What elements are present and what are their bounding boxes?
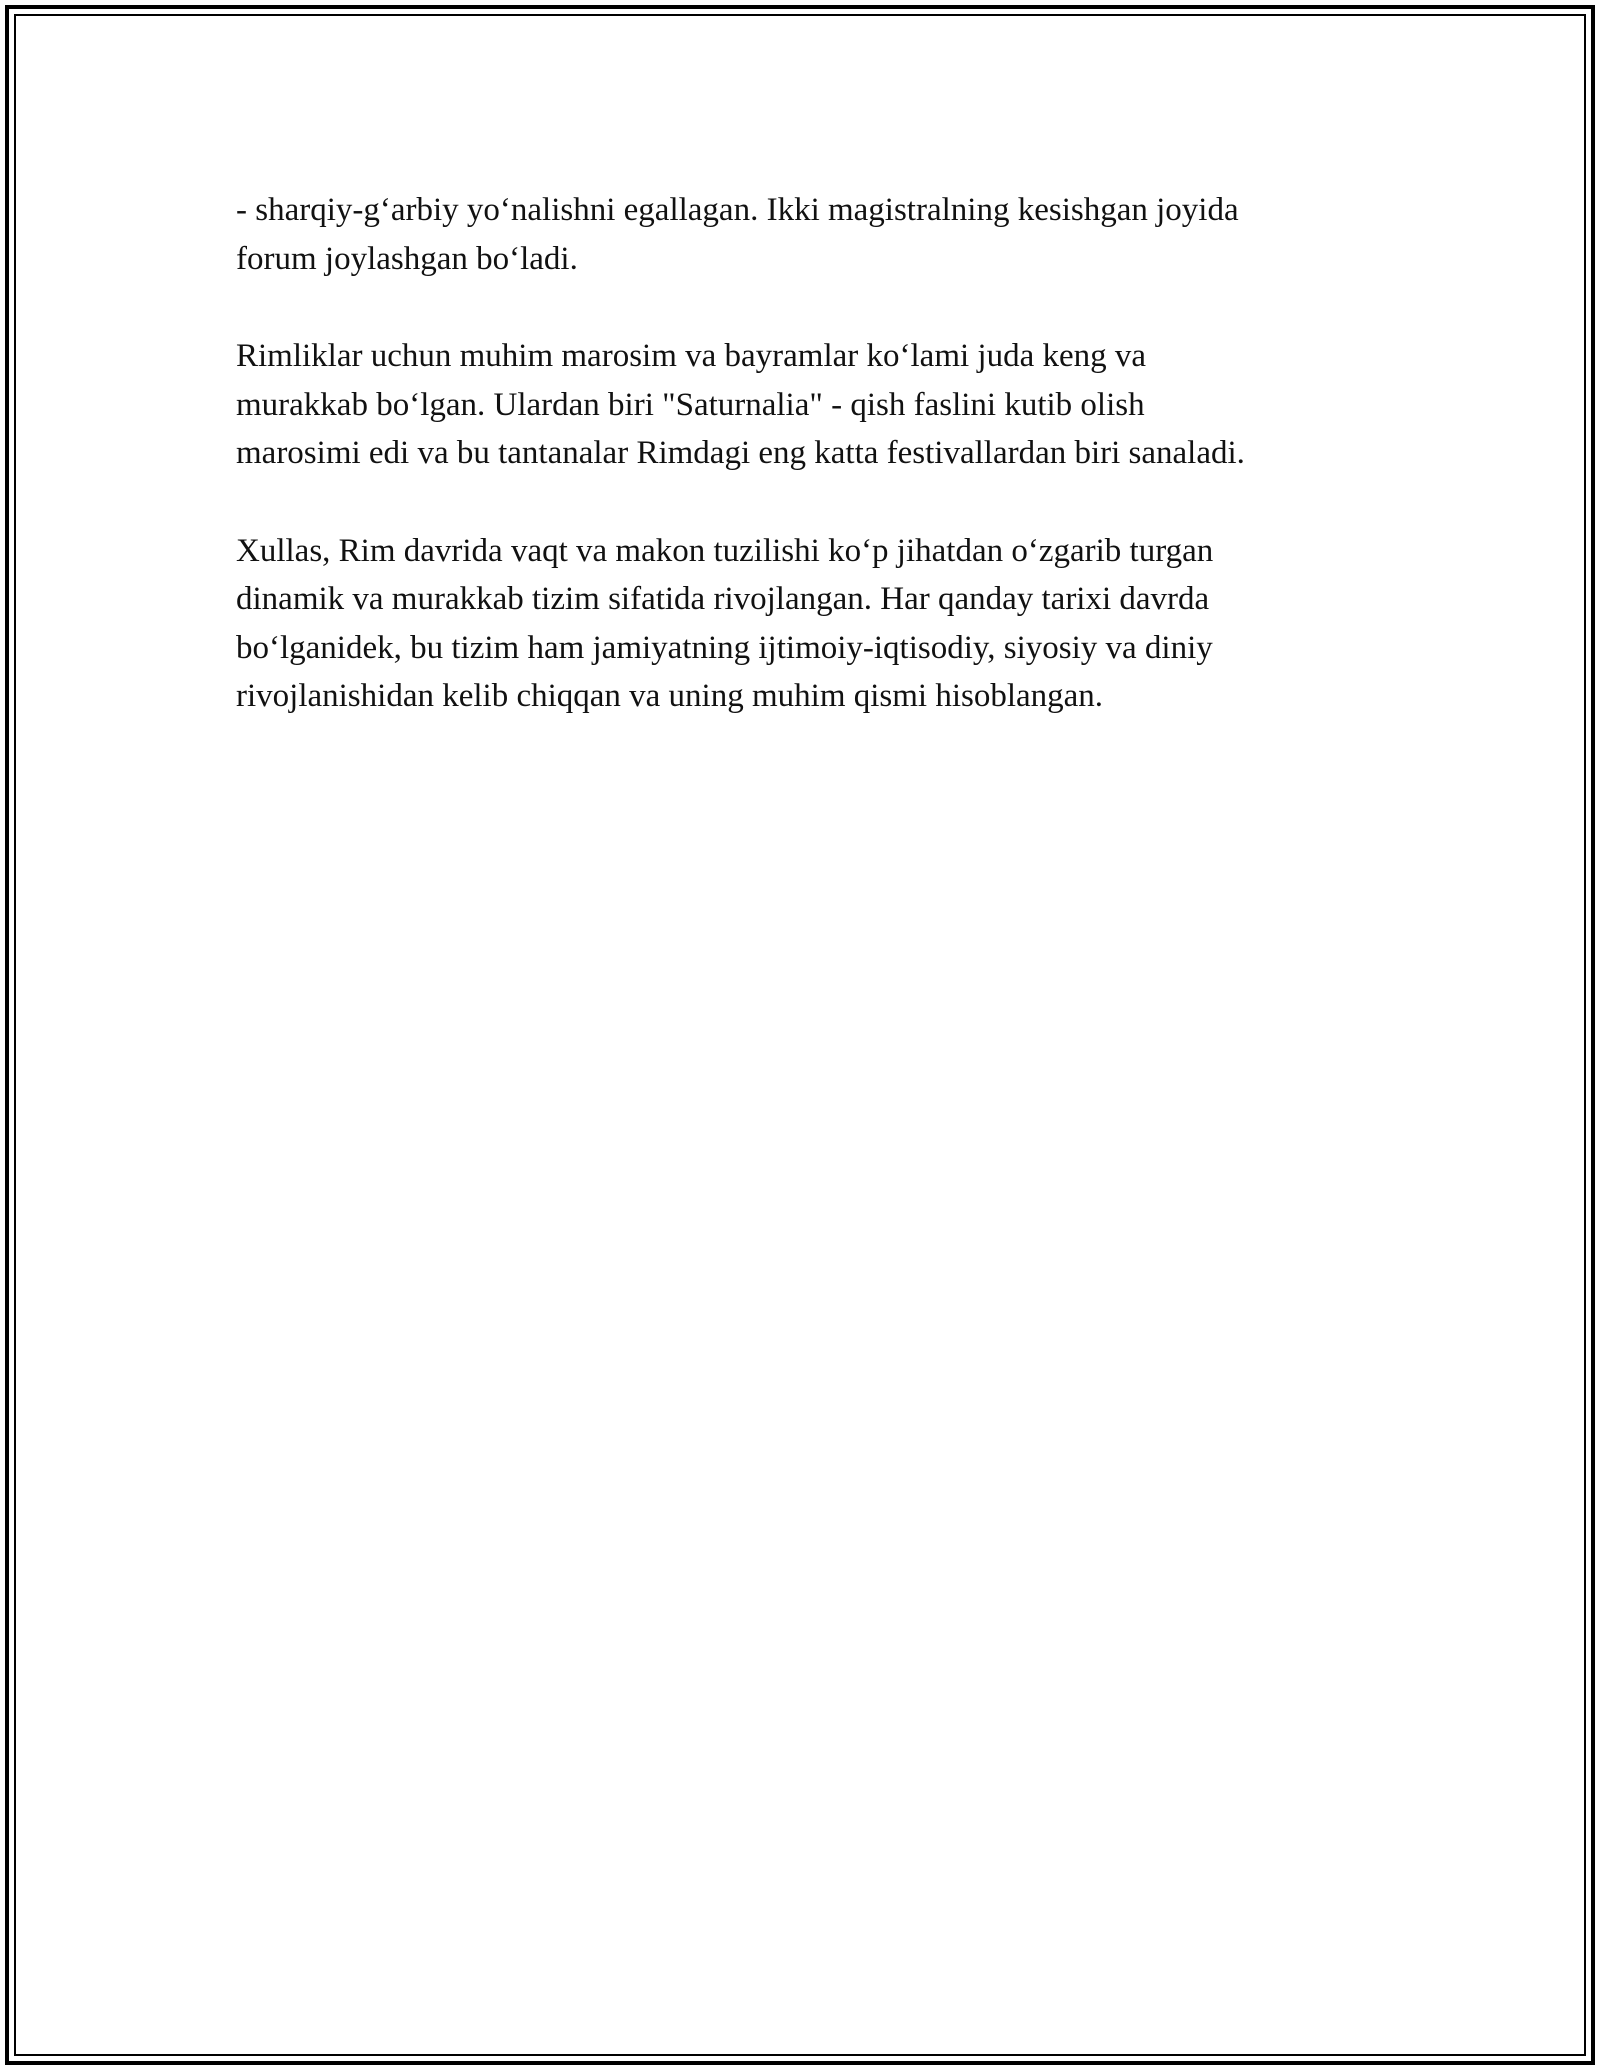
text-line: rivojlanishidan kelib chiqqan va uning muhim qismi hisoblangan. <box>236 678 1104 714</box>
text-line: murakkab bo‘lgan. Ulardan biri "Saturnalia" - qish faslini kutib olish <box>236 386 1145 423</box>
text-line: Xullas, Rim davrida vaqt va makon tuzilishi ko‘p jihatdan o‘zgarib turgan <box>236 532 1214 569</box>
paragraph <box>236 527 1366 721</box>
text-line: dinamik va murakkab tizim sifatida rivojlangan. Har qanday tarixi davrda <box>236 581 1210 617</box>
text-line: marosimi edi va bu tantanalar Rimdagi eng katta festivallardan biri sanaladi. <box>236 435 1245 471</box>
text-line: forum joylashgan bo‘ladi. <box>236 240 578 277</box>
paragraph <box>236 332 1366 478</box>
text-line: - sharqiy-g‘arbiy yo‘nalishni egallagan. Ikki magistralning kesishgan joyida <box>236 192 1239 228</box>
paragraph <box>236 186 1366 283</box>
document-body <box>236 186 1366 770</box>
text-line: bo‘lganidek, bu tizim ham jamiyatning ijtimoiy-iqtisodiy, siyosiy va diniy <box>236 629 1213 666</box>
text-line: Rimliklar uchun muhim marosim va bayramlar ko‘lami juda keng va <box>236 338 1147 374</box>
